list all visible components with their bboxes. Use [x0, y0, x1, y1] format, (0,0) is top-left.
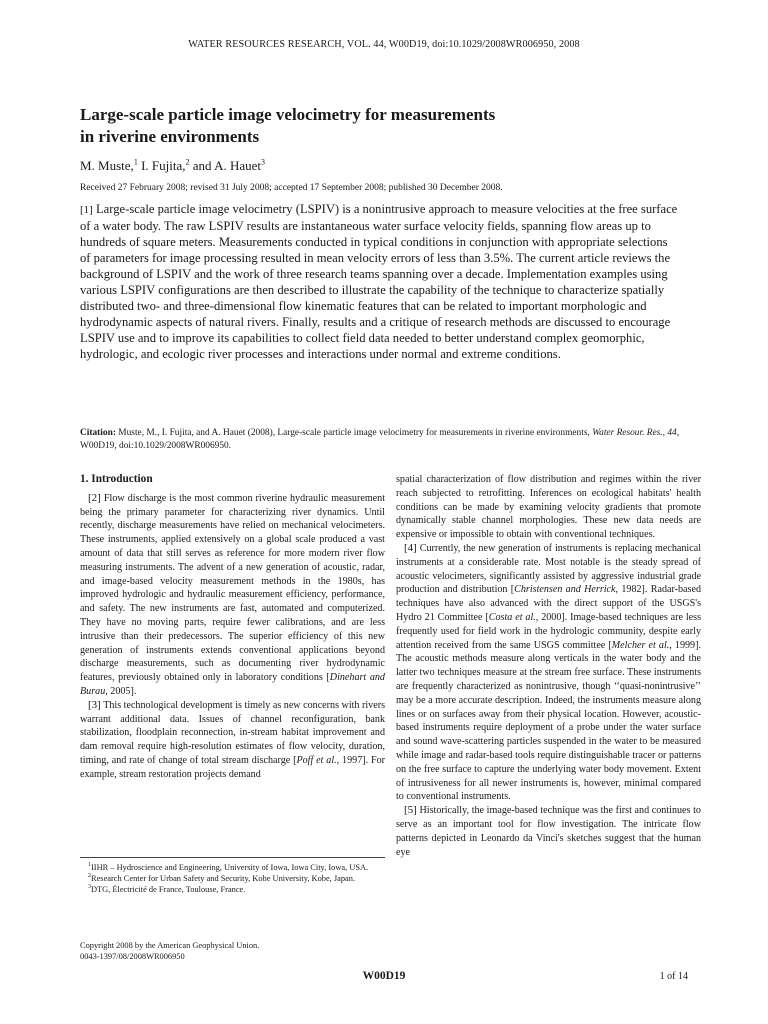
paragraph-number: [1]: [80, 204, 93, 216]
left-column: [80, 473, 385, 782]
footnote: [80, 862, 385, 873]
running-head: WATER RESOURCES RESEARCH, VOL. 44, W00D19, doi:10.1029/2008WR006950, 2008: [188, 39, 580, 50]
paragraph-text: , 1999]. The acoustic methods measure along verticals in the water body and the latter two techniques measure at the stream free surface. These instruments are frequently characterized as nonintrusive, though ‘‘quasi-nonintrusive’’ may be a more accurate description. Indeed, the instruments measure along lines or on surfaces away from their physical location. However, acoustic-based instruments require deployment of a probe under the water surface and sound wave-scattering particles suspended in the water to be measured while image and radar-based tools require distinguishable tracer or patterns on the free surface to capture the underlying water body movement. Extent of intrusiveness for all newer instruments is, however, minimal compared to conventional instruments.: [396, 639, 701, 803]
received-dates: Received 27 February 2008; revised 31 July 2008; accepted 17 September 2008; published 30 December 2008.: [80, 183, 503, 193]
footnote-mark: 3: [88, 884, 91, 891]
body-paragraph: [80, 699, 385, 782]
body-paragraph: spatial characterization of flow distribution and regimes within the river reach subjected to retrofitting. Inferences on ecological habitats' health conditions can be made by examining velocity gradients that promote dynamically stable channel morphologies. These new data needs are expensive or impossible to obtain with conventional techniques.: [396, 474, 701, 541]
reference: Dinehart and Burau: [80, 672, 385, 697]
right-column: [396, 473, 701, 859]
body-paragraph: [396, 542, 701, 804]
author-affiliation-mark: 1: [133, 157, 138, 167]
paragraph-number: [5]: [404, 804, 417, 817]
author-affiliation-mark: 3: [261, 157, 265, 167]
section-heading: 1. Introduction: [80, 473, 153, 485]
body-paragraph: [80, 492, 385, 699]
paragraph-text: , 2000]. Image-based techniques are less frequently used for field work in the hydrologic community, despite early attention received from the same USGS committee [: [396, 611, 702, 651]
paragraph-number: [4]: [404, 541, 417, 554]
footnote-text: IIHR – Hydroscience and Engineering, University of Iowa, Iowa City, Iowa, USA.: [91, 863, 369, 872]
paragraph-text: Historically, the image-based technique was the first and continues to serve as an important tool for flow investigation. The intricate flow patterns depicted in Leonardo da Vinci's sketches suggest that the human eye: [396, 805, 701, 858]
footnote-mark: 1: [88, 862, 91, 869]
abstract: [80, 201, 680, 362]
author-name: I. Fujita,: [141, 158, 186, 173]
paragraph-text: , 2005].: [105, 685, 137, 697]
footnote: [80, 873, 385, 884]
paragraph-number: [2]: [88, 491, 101, 504]
citation-journal: Water Resour. Res.: [592, 428, 663, 438]
author-name: M. Muste,: [80, 158, 134, 173]
paragraph-number: [3]: [88, 698, 101, 711]
document-id: W00D19: [362, 970, 406, 982]
article-title: [80, 104, 640, 148]
reference: Melcher et al.: [611, 639, 670, 651]
paragraph-text: Flow discharge is the most common riverine hydraulic measurement being the primary parameter for characterizing river dynamics. Until recently, discharge measurements have relied on mechanical velocimeters. These instruments, applied extensively on a global scale produced a vast amount of data that still serves as reference for more modern river flow measuring instruments. The advent of a new generation of acoustic, radar, and image-based velocity measurement methods in the 1980s, has improved hydrologic and hydraulic measurement efficiency, performance, and safety. The new instruments are fast, automated and computerized. They have no moving parts, require fewer calibrations, and are less intrusive than their predecessors. The superior efficiency of this new generation of instruments extends conventional applications beyond discharge measurements, such as documenting river hydrodynamic features, previously obtained only in laboratory conditions [: [80, 492, 386, 684]
affiliation-footnotes: [80, 857, 385, 895]
reference: Costa et al.: [488, 611, 536, 623]
body-paragraph: [396, 804, 701, 859]
paragraph-text: , 1982]. Radar-based techniques have also advanced with the direct support of the USGS's Hydro 21 Committee [: [396, 584, 701, 623]
citation-text: Muste, M., I. Fujita, and A. Hauet (2008), Large-scale particle image velocimetry for measurements in riverine environments,: [118, 428, 590, 438]
paragraph-text: , 1997]. For example, stream restoration projects demand: [80, 754, 386, 780]
title-line-2: in riverine environments: [80, 127, 260, 146]
citation-separator: ,: [662, 428, 666, 438]
copyright-line: Copyright 2008 by the American Geophysical Union.: [80, 941, 260, 950]
author-affiliation-mark: 2: [185, 157, 190, 167]
page-number: 1 of 14: [659, 971, 688, 982]
paragraph-text: This technological development is timely as new concerns with rivers warrant additional data. Issues of channel reconfiguration, bank stabilization, floodplain reconnection, in-stream habitat improvement and dam removal require high-resolution estimates of flow velocity, duration, timing, and rate of change of total stream discharge [: [80, 699, 385, 766]
author-list: [80, 158, 265, 174]
reference: Poff et al.: [296, 754, 337, 766]
reference: Christensen and Herrick: [514, 584, 616, 596]
title-line-1: Large-scale particle image velocimetry for measurements: [80, 105, 496, 124]
citation-volume: 44: [667, 428, 677, 438]
issn-line: 0043-1397/08/2008WR006950: [80, 952, 185, 961]
footnote-text: DTG, Électricité de France, Toulouse, France.: [91, 885, 246, 894]
citation-text-tail: , W00D19, doi:10.1029/2008WR006950.: [80, 428, 680, 451]
footnote: [80, 884, 385, 895]
author-conjunction: and: [192, 158, 212, 173]
footnote-text: Research Center for Urban Safety and Security, Kobe University, Kobe, Japan.: [91, 874, 356, 883]
citation-block: [80, 427, 680, 453]
author-name: A. Hauet: [214, 158, 261, 173]
footnote-mark: 2: [88, 873, 91, 880]
copyright-block: [80, 940, 385, 962]
paragraph-text: Currently, the new generation of instruments is replacing mechanical instruments at a considerable rate. Most notable is the steady spread of acoustic velocimeters, significantly assisted by aggressive industrial grade production and distribution [: [396, 542, 701, 596]
citation-label: Citation:: [80, 428, 116, 438]
abstract-text: Large-scale particle image velocimetry (LSPIV) is a nonintrusive approach to measure velocities at the free surface of a water body. The raw LSPIV results are instantaneous water surface velocity fields, spanning flow areas up to hundreds of square meters. Measurements conducted in typical conditions in conjunction with appropriate selections of parameters for image processing resulted in mean velocity errors of less than 3.5%. The current article reviews the background of LSPIV and the work of three research teams spanning over a decade. Implementation examples using various LSPIV configurations are then described to illustrate the capability of the technique to characterize spatially distributed two- and three-dimensional flow kinematic features that can be related to important morphologic and hydrodynamic aspects of natural rivers. Finally, results and a critique of research methods are discussed to encourage LSPIV use and to improve its capabilities to collect field data needed to better understand complex geomorphic, hydrologic, and ecologic river processes and interactions under normal and extreme conditions.: [80, 202, 678, 361]
